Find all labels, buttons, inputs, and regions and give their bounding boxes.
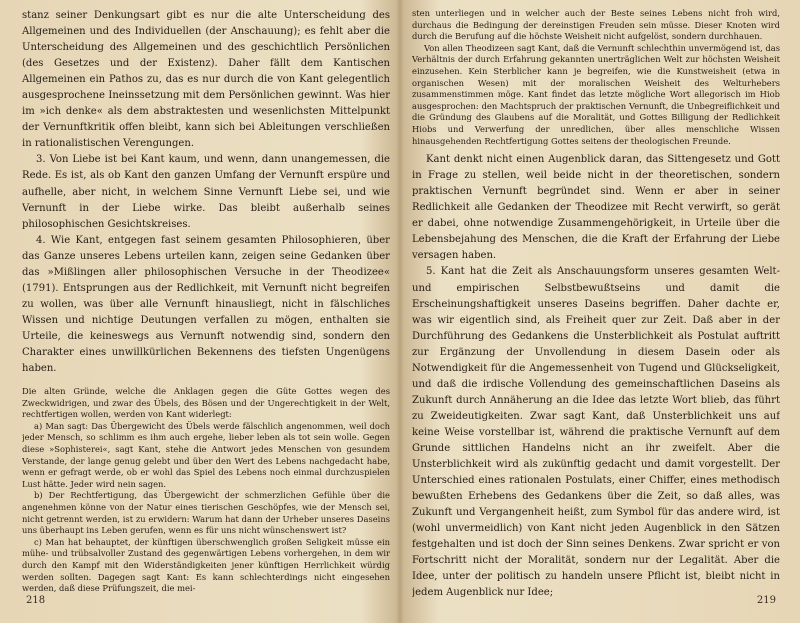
page-number-right: 219 <box>756 595 776 606</box>
left-paragraph-2: 3. Von Liebe ist bei Kant kaum, und wenn, dann unangemessen, die Rede. Es ist, als ob Kant den ganzen Umfang der Vernunft erspüre und aufhelle, aber nicht, in welchem Sinne Vernunft Liebe sei, und wie Vernunft in der Liebe wirke. Das bleibt außerhalb seines philosophischen Gesichtskreises. <box>22 154 390 230</box>
left-paragraph-3: 4. Wie Kant, entgegen fast seinem gesamten Philosophieren, über das Ganze unseres Lebens urteilen kann, zeigen seine Gedanken über das »Mißlingen aller philosophischen Versuche in der Theodizee« (1791). Entsprungen aus der Redlichkeit, mit Vernunft nicht begreifen zu wollen, was über alle Vernunft hinausliegt, nicht in fälschliches Wissen und nichtige Deutungen verfallen zu mögen, enthalten sie Urteile, die keineswegs aus Vernunft notwendig sind, sondern den Charakter eines unwillkürlichen Bekennens des tiefsten Ungenügens haben. <box>22 234 390 375</box>
left-small-paragraph-3: b) Der Rechtfertigung, das Übergewicht der schmerzlichen Gefühle über die angenehmen könne von der Natur eines tierischen Geschöpfes, wie der Mensch sei, nicht getrennt werden, ist zu erwidern: Warum hat dann der Urheber unseres Daseins uns überhaupt ins Leben gerufen, wenn es für uns nicht wünschenswert ist? <box>22 490 390 536</box>
right-paragraph-1: Kant denkt nicht einen Augenblick daran, das Sittengesetz und Gott in Frage zu stellen, weil beide nicht in der theoretischen, sondern praktischen Vernunft begründet sind. Wenn er aber in seiner Redlichkeit alle Gedanken der Theodizee mit Recht verwirft, so gerät er dabei, ohne notwendige Zusammengehörigkeit, in Urteile über die Lebensbejahung des Menschen, die die Kraft der Erfahrung der Liebe versagen haben. <box>412 154 780 262</box>
right-small-paragraph-1: sten unterliegen und in welcher auch der Beste seines Lebens nicht froh wird, durchaus die Bedingung der dereinstigen Freuden sein müsse. Dieser Knoten wird durch die Berufung auf die höchste Weisheit nicht aufgelöst, sondern durchhauen. <box>412 8 780 42</box>
page-number-left: 218 <box>26 595 46 606</box>
left-small-paragraph-2: a) Man sagt: Das Übergewicht des Übels werde fälschlich angenommen, weil doch jeder Mensch, so schlimm es ihm auch ergehe, lieber leben als tot sein wolle. Gegen diese »Sophisterei«, sagt Kant, stehe die Antwort jedes Menschen von gesundem Verstande, der lange genug gelebt und über den Wert des Lebens nachgedacht habe, wenn er gefragt werde, ob er wohl das Spiel des Lebens noch einmal durchzuspielen Lust hätte. Jeder wird nein sagen. <box>22 420 390 489</box>
section-gap <box>22 377 390 386</box>
left-paragraph-1: stanz seiner Denkungsart gibt es nur die alte Unterscheidung des Allgemeinen und des Individuellen (der Anschauung); es fehlt aber die Unterscheidung des Allgemeinen und des geschichtlich Persönlichen (des Gesetzes und der Existenz). Daher fällt dem Kantischen Allgemeinen ein Pathos zu, das es nur durch die von Kant gelegentlich ausgesprochene Ineinssetzung mit dem Persönlichen gewinnt. Was hier im »ich denke« als dem abstraktesten und wesenlichsten Mittelpunkt der Vernunftkritik offen bleibt, kann sich bei Ableitungen verschließen in rationalistischen Verengungen. <box>22 10 390 150</box>
left-small-paragraph-1: Die alten Gründe, welche die Anklagen gegen die Güte Gottes wegen des Zweckwidrigen, und zwar des Übels, des Bösen und der Ungerechtigkeit in der Welt, rechtfertigen wollen, werden von Kant widerlegt: <box>22 386 390 420</box>
left-page <box>22 8 390 608</box>
right-paragraph-2: 5. Kant hat die Zeit als Anschauungsform unseres gesamten Welt- und empirischen Selbstbewußtseins und damit die Erscheinungshaftigkeit unseres Daseins begriffen. Daher dachte er, was wir eigentlich sind, als Freiheit quer zur Zeit. Daß aber in der Durchführung des Gedankens die Unsterblichkeit als Postulat auftritt zur Ergänzung der Unvollendung in diesem Dasein oder als Notwendigkeit für die Angemessenheit von Tugend und Glückseligkeit, und daß die irdische Vollendung des gemeinschaftlichen Daseins als Zukunft durch Annäherung an die Idee das letzte Wort blieb, das führt zu Zweideutigkeiten. Zwar sagt Kant, daß Unsterblichkeit uns auf keine Weise vorstellbar ist, während die praktische Vernunft auf dem Grunde sittlichen Handelns nicht an ihr zweifelt. Aber die Unsterblichkeit wird als zukünftig gedacht und damit vorgestellt. Der Unterschied eines rationalen Postulats, einer Chiffer, eines methodisch bewußten Erhebens des Gedankens über die Zeit, so daß alles, was Zukunft und Vergangenheit heißt, zum Symbol für das andere wird, ist (wohl unvermeidlich) von Kant nicht jeden Augenblick in den Sätzen festgehalten und ist doch der Sinn seines Denkens. Zwar spricht er von Fortschritt nicht der Moralität, sondern nur der Legalität. Aber die Idee, unter der politisch zu handeln unsere Pflicht ist, bleibt nicht in jedem Augenblick nur Idee; <box>412 266 780 599</box>
right-page <box>412 8 780 608</box>
right-small-paragraph-2: Von allen Theodizeen sagt Kant, daß die Vernunft schlechthin unvermögend ist, das Verhältnis der durch Erfahrung gekannten unerträglichen Welt zur höchsten Weisheit einzusehen. Kein Sterblicher kann je begreifen, wie die Kunstweisheit (etwa in organischen Wesen) mit der moralischen Weisheit des Welturhebers zusammenstimmen möge. Kant findet das letzte mögliche Wort allegorisch im Hiob ausgesprochen: den Machtspruch der praktischen Vernunft, die Unbegreiflichkeit und die Gründung des Glaubens auf die Moralität, und Gottes Billigung der Redlichkeit Hiobs und Verwerfung der unredlichen, über alles menschliche Wissen hinausgehenden Rechtfertigung Gottes seitens der theologischen Freunde. <box>412 42 780 146</box>
left-small-paragraph-4: c) Man hat behauptet, der künftigen überschwenglich großen Seligkeit müsse ein mühe- und trübsalvoller Zustand des gegenwärtigen Lebens vorhergehen, in dem wir durch den Kampf mit den Widerständigkeiten jener künftigen Herrlichkeit würdig werden sollten. Dagegen sagt Kant: Es kann schlechterdings nicht eingesehen werden, daß diese Prüfungszeit, die mei- <box>22 536 390 594</box>
